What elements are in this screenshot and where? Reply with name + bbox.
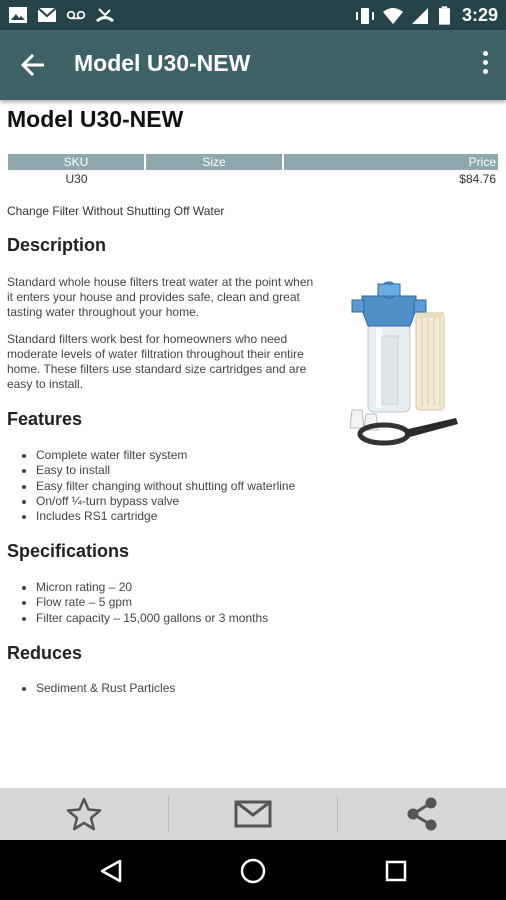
description-heading: Description	[7, 235, 107, 255]
favorite-button[interactable]	[0, 788, 168, 840]
system-icons	[355, 5, 498, 26]
nav-recents-button[interactable]	[379, 854, 413, 888]
email-button[interactable]	[169, 788, 337, 840]
water-filter-image	[348, 276, 463, 454]
vibrate-icon	[355, 7, 375, 25]
home-circle-icon	[239, 857, 267, 885]
nav-back-button[interactable]	[94, 854, 128, 888]
back-triangle-icon	[99, 858, 123, 884]
specifications-heading: Specifications	[7, 541, 130, 561]
signal-icon	[411, 7, 431, 25]
list-item: • Flow rate – 5 gpm	[36, 595, 268, 610]
table-row	[8, 170, 498, 188]
table-header-price: Price	[283, 154, 498, 170]
app-bar	[0, 30, 506, 100]
features-heading: Features	[7, 409, 83, 429]
wifi-icon	[383, 7, 403, 25]
share-icon	[405, 796, 439, 832]
list-item: • Includes RS1 cartridge	[36, 509, 295, 524]
list-item: • Sediment & Rust Particles	[36, 681, 175, 696]
nav-home-button[interactable]	[236, 854, 270, 888]
list-item: • Easy filter changing without shutting off waterline	[36, 479, 295, 494]
description-paragraph-2: Standard filters work best for homeowners who need moderate levels of water filtration throughout their entire home. These filters use standard size cartridges and are easy to install.	[7, 332, 307, 391]
recents-square-icon	[384, 859, 408, 883]
cell-price: $84.76	[459, 172, 496, 186]
share-button[interactable]	[338, 788, 506, 840]
table-header-size: Size	[145, 154, 283, 170]
clock: 3:29	[461, 5, 498, 25]
missed-call-icon	[95, 6, 115, 24]
features-list	[20, 448, 295, 524]
reduces-heading: Reduces	[7, 643, 83, 663]
image-icon	[8, 6, 28, 24]
gmail-icon	[37, 6, 57, 24]
status-bar	[0, 0, 506, 30]
star-icon	[66, 797, 102, 831]
bottom-action-bar	[0, 788, 506, 840]
list-item: • On/off ¼-turn bypass valve	[36, 494, 295, 509]
mail-icon	[234, 800, 272, 828]
system-navigation-bar	[0, 840, 506, 900]
notification-icons	[8, 6, 115, 24]
cell-size	[145, 170, 283, 188]
specifications-list	[20, 580, 268, 626]
list-item: • Easy to install	[36, 463, 295, 478]
app-bar-title: Model U30-NEW	[74, 50, 251, 76]
sku-table	[8, 154, 498, 188]
description-paragraph-1: Standard whole house filters treat water at the point when it enters your house and provides safe, clean and great tasting water throughout your home.	[7, 275, 314, 319]
reduces-list	[20, 681, 175, 696]
battery-icon	[439, 6, 450, 25]
table-header-sku: SKU	[8, 154, 145, 170]
product-subtitle: Change Filter Without Shutting Off Water	[7, 204, 225, 218]
more-vert-icon[interactable]	[478, 51, 492, 79]
list-item: • Filter capacity – 15,000 gallons or 3 months	[36, 611, 268, 626]
list-item: • Micron rating – 20	[36, 580, 268, 595]
product-title: Model U30-NEW	[7, 106, 184, 132]
cell-sku: U30	[65, 172, 88, 186]
arrow-back-icon[interactable]	[18, 50, 50, 80]
voicemail-icon	[66, 6, 86, 24]
product-page	[0, 100, 506, 788]
list-item: • Complete water filter system	[36, 448, 295, 463]
